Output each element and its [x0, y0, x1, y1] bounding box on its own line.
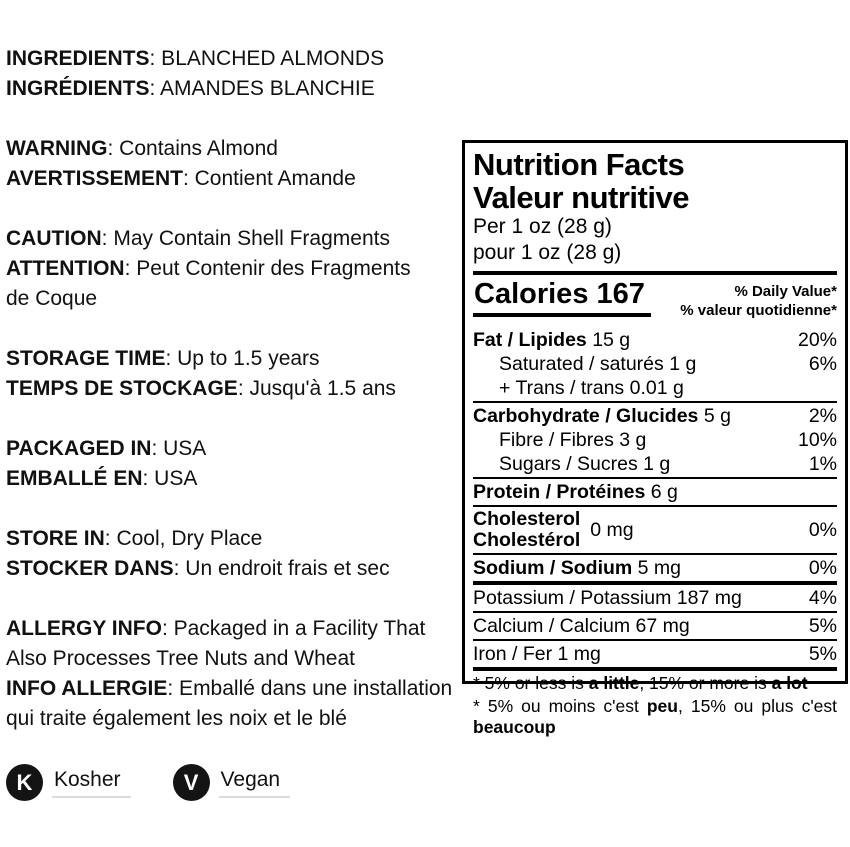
field-value: : USA	[142, 467, 198, 490]
nutrient-row-iron: Iron / Fer 1 mg 5%	[473, 643, 837, 665]
field-label: INFO ALLERGIE	[6, 677, 168, 700]
nutrient-row-carbohydrate: Carbohydrate / Glucides 5 g 2%	[473, 405, 837, 427]
field-value: : Contains Almond	[107, 137, 278, 160]
divider-thick	[473, 581, 837, 585]
nutrient-row-sugars: Sugars / Sucres 1 g 1%	[499, 453, 837, 475]
nutrition-title-en: Nutrition Facts	[473, 147, 685, 182]
label-line	[6, 164, 462, 194]
label-line	[6, 134, 462, 164]
field-label: PACKAGED IN	[6, 437, 152, 460]
field-value: : Cool, Dry Place	[104, 527, 263, 550]
field-value: : Peut Contenir des Fragments	[124, 257, 411, 280]
field-label: INGREDIENTS	[6, 47, 150, 70]
field-value: de Coque	[6, 287, 98, 310]
label-line	[6, 704, 462, 734]
label-line	[6, 554, 462, 584]
nutrient-row-trans: + Trans / trans 0.01 g	[499, 377, 684, 399]
nutrient-row-saturated: Saturated / saturés 1 g 6%	[499, 353, 837, 375]
field-value: : Emballé dans une installation	[167, 677, 453, 700]
ingredients-section	[6, 44, 462, 104]
label-line	[6, 464, 462, 494]
vegan-badge	[173, 764, 291, 801]
field-label: EMBALLÉ EN	[6, 467, 143, 490]
field-label: ATTENTION	[6, 257, 125, 280]
calories-value: Calories 167	[473, 278, 651, 317]
label-line	[6, 254, 462, 284]
daily-value-header-fr: % valeur quotidienne*	[680, 302, 837, 319]
footnote-fr: * 5% ou moins c'est peu, 15% ou plus c'est beaucoup	[473, 696, 838, 737]
field-value: : Up to 1.5 years	[165, 347, 320, 370]
store-in-section	[6, 524, 462, 584]
divider	[473, 505, 837, 507]
label-line	[6, 644, 462, 674]
field-value: : USA	[151, 437, 207, 460]
field-label: AVERTISSEMENT	[6, 167, 183, 190]
field-value: : Jusqu'à 1.5 ans	[237, 377, 396, 400]
nutrient-row-protein: Protein / Protéines 6 g	[473, 481, 678, 503]
vegan-icon: V	[173, 764, 210, 801]
field-value: Also Processes Tree Nuts and Wheat	[6, 647, 355, 670]
field-label: WARNING	[6, 137, 108, 160]
product-info-column	[6, 44, 462, 801]
kosher-badge	[6, 764, 131, 801]
calories-header	[473, 278, 837, 328]
serving-size-fr: pour 1 oz (28 g)	[473, 241, 622, 264]
label-line	[6, 224, 462, 254]
label-line	[6, 284, 462, 314]
label-line	[6, 374, 462, 404]
footnote-en: * 5% or less is a little, 15% or more is a lot	[473, 673, 808, 693]
field-label: ALLERGY INFO	[6, 617, 162, 640]
field-label: STOCKER DANS	[6, 557, 174, 580]
nutrient-row-fat: Fat / Lipides 15 g 20%	[473, 329, 837, 351]
kosher-icon: K	[6, 764, 43, 801]
nutrient-row-cholesterol: Cholesterol Cholestérol 0 mg 0%	[473, 508, 837, 551]
label-line	[6, 434, 462, 464]
label-line	[6, 614, 462, 644]
nutrient-row-potassium: Potassium / Potassium 187 mg 4%	[473, 587, 837, 609]
divider	[473, 401, 837, 403]
nutrition-facts-panel	[462, 140, 848, 737]
divider	[473, 553, 837, 555]
field-value: : Contient Amande	[182, 167, 356, 190]
label-line	[6, 44, 462, 74]
nutrition-title-fr: Valeur nutritive	[473, 180, 689, 215]
field-value: qui traite également les noix et le blé	[6, 707, 347, 730]
label-line	[6, 344, 462, 374]
field-value: : May Contain Shell Fragments	[101, 227, 390, 250]
label-line	[6, 74, 462, 104]
field-label: CAUTION	[6, 227, 102, 250]
daily-value-header	[680, 278, 837, 320]
nutrient-row-calcium: Calcium / Calcium 67 mg 5%	[473, 615, 837, 637]
packaged-in-section	[6, 434, 462, 494]
field-label: STORE IN	[6, 527, 105, 550]
label-line	[6, 674, 462, 704]
caution-section	[6, 224, 462, 314]
label-line	[6, 524, 462, 554]
storage-time-section	[6, 344, 462, 404]
divider	[473, 611, 837, 613]
divider	[473, 477, 837, 479]
divider-thick	[473, 271, 837, 275]
field-value: : BLANCHED ALMONDS	[149, 47, 385, 70]
field-value: : Packaged in a Facility That	[161, 617, 426, 640]
certification-badges	[6, 764, 462, 801]
kosher-label: Kosher	[52, 768, 131, 798]
warning-section	[6, 134, 462, 194]
vegan-label: Vegan	[219, 768, 291, 798]
nutrient-row-sodium: Sodium / Sodium 5 mg 0%	[473, 557, 837, 579]
field-value: : Un endroit frais et sec	[173, 557, 390, 580]
divider	[473, 639, 837, 641]
field-value: : AMANDES BLANCHIE	[149, 77, 375, 100]
nutrient-row-fibre: Fibre / Fibres 3 g 10%	[499, 429, 837, 451]
allergy-info-section	[6, 614, 462, 734]
field-label: INGRÉDIENTS	[6, 77, 150, 100]
serving-size-en: Per 1 oz (28 g)	[473, 215, 612, 238]
field-label: STORAGE TIME	[6, 347, 166, 370]
field-label: TEMPS DE STOCKAGE	[6, 377, 238, 400]
divider-thick	[473, 667, 837, 671]
daily-value-header-en: % Daily Value*	[734, 283, 837, 300]
